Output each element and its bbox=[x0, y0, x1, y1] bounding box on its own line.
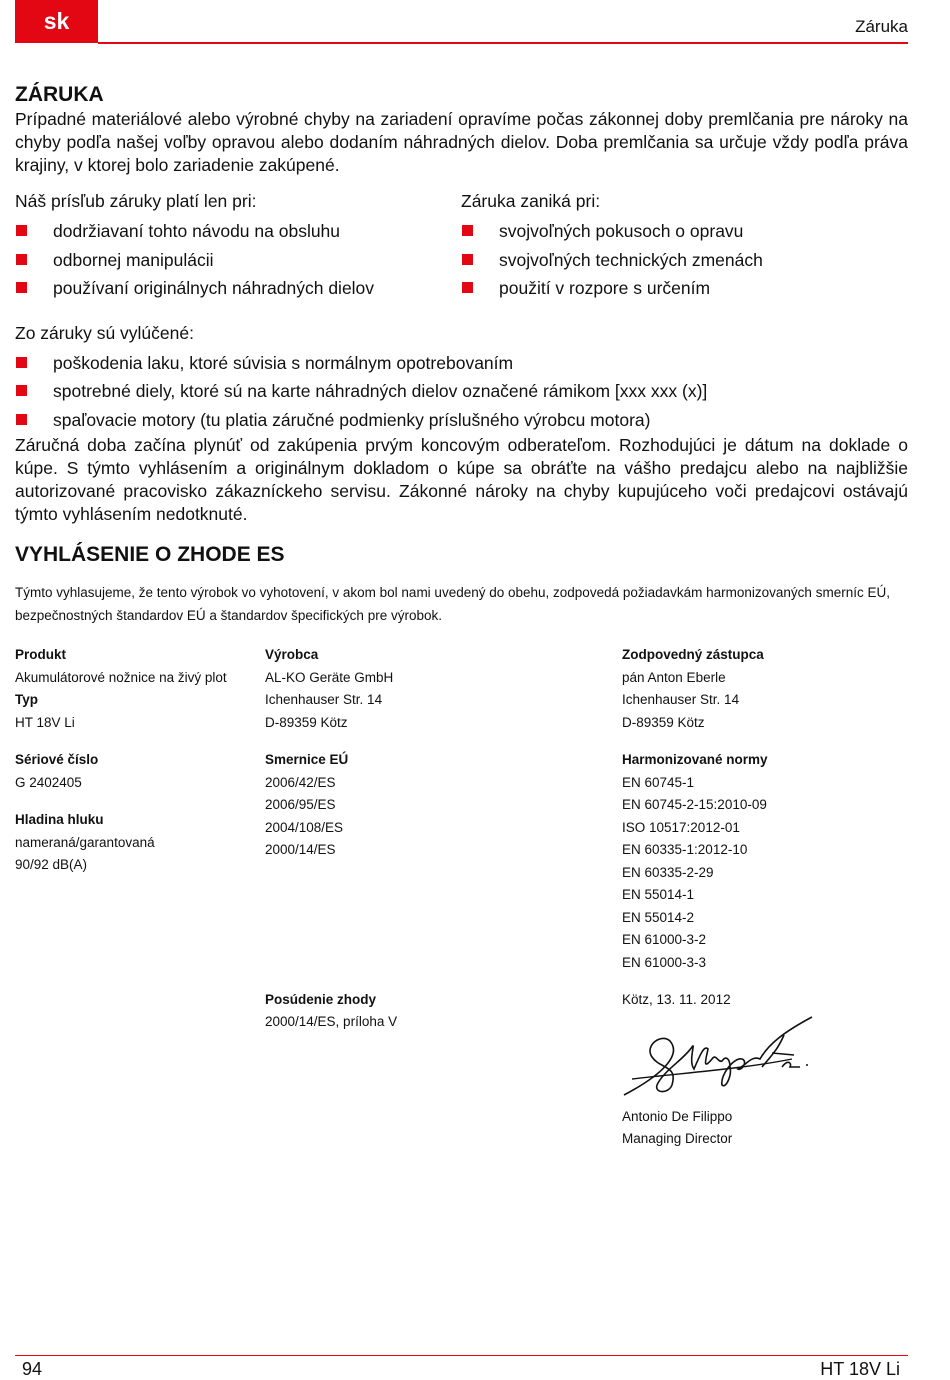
directive-item: 2006/42/ES bbox=[265, 774, 336, 790]
bullet-icon bbox=[462, 254, 473, 265]
excluded-lead: Zo záruky sú vylúčené: bbox=[15, 322, 194, 343]
footer-rule bbox=[15, 1355, 908, 1356]
manufacturer-label: Výrobca bbox=[265, 647, 319, 662]
norm-item: EN 60745-2-15:2010-09 bbox=[622, 797, 767, 812]
warranty-conditions bbox=[15, 190, 908, 303]
list-item-text: odbornej manipulácii bbox=[53, 249, 214, 270]
directive-item: 2000/14/ES bbox=[265, 842, 336, 857]
warranty-closing: Záručná doba začína plynúť od zakúpenia prvým koncovým odberateľom. Rozhodujúci je dátum na doklade o kúpe. S týmto vyhlásením a originálnym dokladom o kúpe sa obráťte na vášho predajcu alebo na najbližšie autorizované pracovisko zákazníckeho servisu. Zákonné nároky na chyby kupujúceho voči predajcovi ostávajú týmto vyhlásením nedotknuté. bbox=[15, 435, 908, 524]
page-content bbox=[15, 82, 908, 1151]
footer-model: HT 18V Li bbox=[820, 1359, 900, 1379]
list-item bbox=[15, 274, 461, 303]
excluded-list bbox=[15, 349, 908, 435]
bullet-icon bbox=[16, 225, 27, 236]
manufacturer-column bbox=[265, 644, 622, 1151]
manufacturer-line: AL-KO Geräte GmbH bbox=[265, 669, 394, 685]
product-value: Akumulátorové nožnice na živý plot bbox=[15, 669, 227, 685]
norm-item: EN 60335-1:2012-10 bbox=[622, 842, 748, 857]
directive-item: 2004/108/ES bbox=[265, 819, 344, 835]
signer-name: Antonio De Filippo bbox=[622, 1108, 733, 1124]
header-rule bbox=[98, 42, 908, 44]
signer-title: Managing Director bbox=[622, 1131, 733, 1146]
void-conditions bbox=[461, 190, 908, 303]
list-item bbox=[461, 246, 908, 275]
serial-label: Sériové číslo bbox=[15, 752, 99, 767]
list-item-text: používaní originálnych náhradných dielov bbox=[53, 278, 375, 298]
norm-item: EN 60335-2-29 bbox=[622, 864, 714, 880]
declaration-text: Týmto vyhlasujeme, že tento výrobok vo vyhotovení, v akom bol nami uvedený do obehu, zodpovedá požiadavkám harmonizovaných smerníc EÚ, bezpečnostných štandardov EÚ a štandardov špecifických pre výrobok. bbox=[15, 585, 890, 623]
valid-lead: Náš prísľub záruky platí len pri: bbox=[15, 191, 257, 211]
representative-column bbox=[622, 644, 908, 1151]
norm-item: EN 60745-1 bbox=[622, 774, 695, 790]
type-value: HT 18V Li bbox=[15, 714, 75, 730]
void-lead: Záruka zaniká pri: bbox=[461, 191, 601, 211]
manufacturer-line: D-89359 Kötz bbox=[265, 714, 348, 730]
noise-label: Hladina hluku bbox=[15, 812, 104, 827]
list-item-text: použití v rozpore s určením bbox=[499, 278, 711, 298]
list-item bbox=[461, 217, 908, 246]
list-item bbox=[461, 274, 908, 303]
valid-conditions bbox=[15, 190, 461, 303]
representative-line: Ichenhauser Str. 14 bbox=[622, 692, 740, 707]
bullet-icon bbox=[462, 282, 473, 293]
noise-value: 90/92 dB(A) bbox=[15, 857, 88, 872]
signature-image bbox=[622, 1015, 822, 1100]
declaration-heading: VYHLÁSENIE O ZHODE ES bbox=[15, 543, 285, 566]
norm-item: EN 55014-1 bbox=[622, 887, 695, 902]
norm-item: EN 61000-3-2 bbox=[622, 932, 707, 947]
assessment-value: 2000/14/ES, príloha V bbox=[265, 1014, 398, 1029]
place-date: Kötz, 13. 11. 2012 bbox=[622, 992, 731, 1007]
warranty-intro: Prípadné materiálové alebo výrobné chyby na zariadení opravíme počas zákonnej doby premlčania pre nároky na chyby podľa našej voľby opravou alebo dodaním náhradných dielov. Doba premlčania sa určuje vždy podľa práva krajiny, v ktorej bolo zariadenie zakúpené. bbox=[15, 109, 908, 175]
bullet-icon bbox=[16, 282, 27, 293]
representative-label: Zodpovedný zástupca bbox=[622, 647, 764, 662]
norm-item: ISO 10517:2012-01 bbox=[622, 819, 740, 835]
list-item bbox=[15, 217, 461, 246]
list-item bbox=[15, 406, 908, 435]
product-label: Produkt bbox=[15, 647, 67, 662]
manufacturer-line: Ichenhauser Str. 14 bbox=[265, 692, 383, 707]
excluded-section bbox=[15, 322, 908, 435]
list-item bbox=[15, 349, 908, 378]
assessment-label: Posúdenie zhody bbox=[265, 991, 377, 1007]
list-item bbox=[15, 377, 908, 406]
list-item-text: spotrebné diely, ktoré sú na karte náhradných dielov označené rámikom [xxx xxx (x)] bbox=[53, 381, 708, 401]
header-title: Záruka bbox=[855, 17, 908, 36]
representative-line: D-89359 Kötz bbox=[622, 714, 705, 730]
type-label: Typ bbox=[15, 692, 38, 707]
valid-list bbox=[15, 217, 461, 303]
bullet-icon bbox=[462, 225, 473, 236]
declaration-grid bbox=[15, 644, 908, 1151]
void-list bbox=[461, 217, 908, 303]
list-item-text: poškodenia laku, ktoré súvisia s normálnym opotrebovaním bbox=[53, 352, 514, 373]
bullet-icon bbox=[16, 385, 27, 396]
bullet-icon bbox=[16, 414, 27, 425]
norms-label: Harmonizované normy bbox=[622, 752, 768, 767]
list-item bbox=[15, 246, 461, 275]
representative-line: pán Anton Eberle bbox=[622, 669, 726, 685]
norm-item: EN 55014-2 bbox=[622, 909, 695, 925]
bullet-icon bbox=[16, 254, 27, 265]
list-item-text: svojvoľných pokusoch o opravu bbox=[499, 221, 744, 241]
list-item-text: svojvoľných technických zmenách bbox=[499, 249, 763, 270]
norm-item: EN 61000-3-3 bbox=[622, 954, 707, 970]
directive-item: 2006/95/ES bbox=[265, 797, 336, 812]
language-tab: sk bbox=[15, 0, 98, 43]
noise-sub: nameraná/garantovaná bbox=[15, 834, 155, 850]
bullet-icon bbox=[16, 357, 27, 368]
page-number: 94 bbox=[22, 1359, 43, 1379]
warranty-heading: ZÁRUKA bbox=[15, 83, 104, 106]
product-column bbox=[15, 644, 265, 1151]
serial-value: G 2402405 bbox=[15, 774, 82, 790]
list-item-text: dodržiavaní tohto návodu na obsluhu bbox=[53, 221, 341, 241]
directives-label: Smernice EÚ bbox=[265, 752, 349, 767]
list-item-text: spaľovacie motory (tu platia záručné podmienky príslušného výrobcu motora) bbox=[53, 409, 651, 430]
